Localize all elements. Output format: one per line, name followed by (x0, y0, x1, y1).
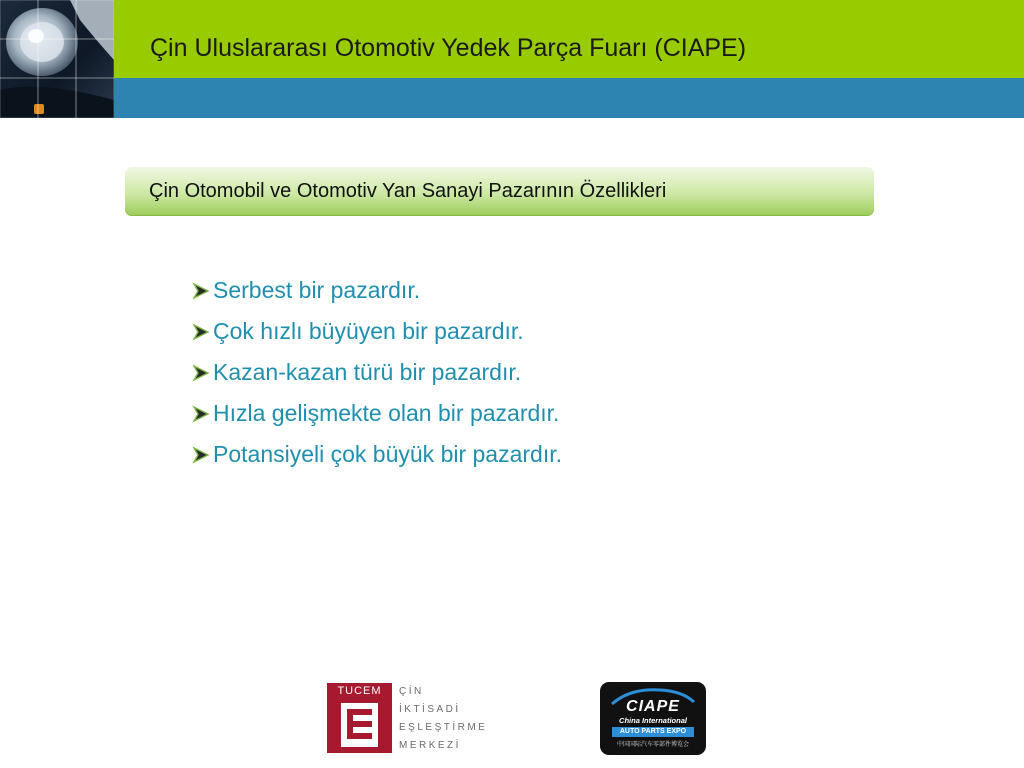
list-item (190, 434, 562, 475)
ciape-line-1: China International (619, 716, 687, 725)
svg-text:CIAPE: CIAPE (626, 698, 680, 715)
section-heading: Çin Otomobil ve Otomotiv Yan Sanayi Pazarının Özellikleri (149, 180, 667, 202)
list-item-text: Kazan-kazan türü bir pazardır. (213, 359, 522, 385)
list-item-text: Serbest bir pazardır. (213, 277, 421, 303)
arrow-bullet-icon (190, 280, 212, 302)
tucem-line: MERKEZİ (399, 740, 461, 751)
arrow-bullet-icon (190, 444, 212, 466)
ciape-line-2: AUTO PARTS EXPO (612, 727, 694, 737)
ciape-wordmark-icon (600, 682, 706, 716)
ciape-line-3: 中国国际汽车零部件博览会 (616, 742, 689, 748)
list-item (190, 352, 562, 393)
tucem-wordmark: TUCEM (337, 685, 382, 697)
list-item-text: Çok hızlı büyüyen bir pazardır. (213, 318, 524, 344)
list-item (190, 270, 562, 311)
list-item (190, 393, 562, 434)
section-heading-bar (125, 167, 874, 216)
tucem-logo (327, 683, 487, 755)
bullet-list (190, 270, 562, 475)
header-blue-band (114, 78, 1024, 118)
tucem-name-lines (399, 683, 487, 755)
tucem-line: EŞLEŞTİRME (399, 722, 488, 733)
arrow-bullet-icon (190, 403, 212, 425)
tucem-line: ÇİN (399, 686, 424, 697)
car-headlight-photo (0, 0, 114, 118)
list-item (190, 311, 562, 352)
tucem-line: İKTİSADİ (399, 704, 461, 715)
tucem-emblem-icon (327, 683, 392, 753)
arrow-bullet-icon (190, 321, 212, 343)
ciape-logo (600, 682, 706, 755)
tucem-logo-mark (327, 683, 392, 753)
list-item-text: Potansiyeli çok büyük bir pazardır. (213, 441, 563, 467)
list-item-text: Hızla gelişmekte olan bir pazardır. (213, 400, 560, 426)
arrow-bullet-icon (190, 362, 212, 384)
page-title: Çin Uluslararası Otomotiv Yedek Parça Fuarı (CIAPE) (150, 34, 747, 62)
